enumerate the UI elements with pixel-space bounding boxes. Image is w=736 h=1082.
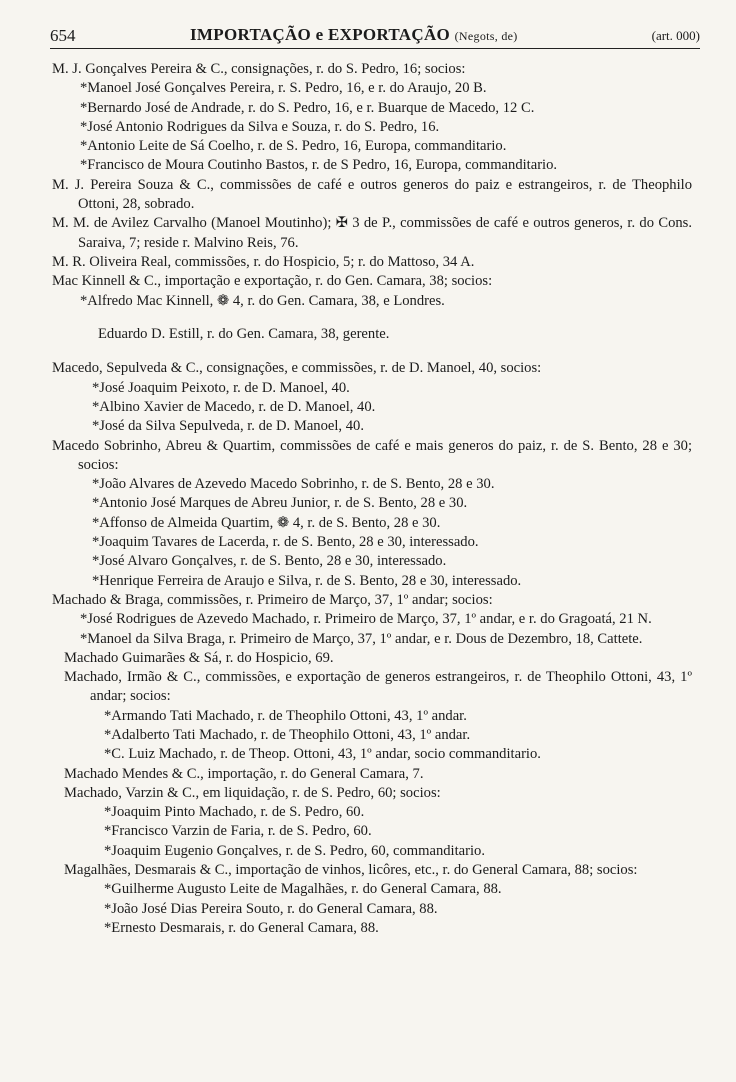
- partner-entry: *Ernesto Desmarais, r. do General Camara, 88.: [104, 919, 379, 936]
- partner-entry: *João Alvares de Azevedo Macedo Sobrinho, r. de S. Bento, 28 e 30.: [92, 476, 495, 493]
- partner-entry: *Albino Xavier de Macedo, r. de D. Manoel, 40.: [92, 398, 376, 415]
- partner-entry: *Alfredo Mac Kinnell, ❁ 4, r. do Gen. Camara, 38, e Londres.: [80, 292, 445, 309]
- title-subtitle: (Negots, de): [454, 29, 518, 43]
- partner-entry: *C. Luiz Machado, r. de Theop. Ottoni, 43, 1º andar, socio commanditario.: [104, 746, 541, 763]
- page-title: [190, 25, 518, 45]
- partner-entry: *Adalberto Tati Machado, r. de Theophilo Ottoni, 43, 1º andar.: [104, 726, 471, 743]
- firm-entry: Magalhães, Desmarais & C., importação de vinhos, licôres, etc., r. do General Camara, 88; socios:: [64, 862, 638, 879]
- partner-entry: *Joaquim Tavares de Lacerda, r. de S. Bento, 28 e 30, interessado.: [92, 534, 479, 551]
- partner-entry: *Affonso de Almeida Quartim, ❁ 4, r. de S. Bento, 28 e 30.: [92, 514, 441, 531]
- article-ref: (art. 000): [651, 28, 700, 43]
- partner-entry: *Guilherme Augusto Leite de Magalhães, r. do General Camara, 88.: [104, 881, 502, 898]
- staff-entry: Eduardo D. Estill, r. do Gen. Camara, 38, gerente.: [98, 326, 390, 343]
- firm-entry: Machado Mendes & C., importação, r. do General Camara, 7.: [64, 765, 424, 782]
- partner-entry: *Antonio José Marques de Abreu Junior, r. de S. Bento, 28 e 30.: [92, 495, 468, 512]
- page-number: 654: [50, 26, 76, 45]
- partner-entry: *José Alvaro Gonçalves, r. de S. Bento, 28 e 30, interessado.: [92, 553, 447, 570]
- page-header: [50, 24, 700, 49]
- partner-entry: *José Rodrigues de Azevedo Machado, r. Primeiro de Março, 37, 1º andar, e r. do Gragoatá, 21 N.: [80, 611, 652, 628]
- firm-entry: M. J. Gonçalves Pereira & C., consignações, r. do S. Pedro, 16; socios:: [52, 61, 466, 77]
- partner-entry: *Armando Tati Machado, r. de Theophilo Ottoni, 43, 1º andar.: [104, 707, 467, 724]
- firm-entry: M. R. Oliveira Real, commissões, r. do Hospicio, 5; r. do Mattoso, 34 A.: [52, 253, 475, 270]
- partner-entry: *Joaquim Pinto Machado, r. de S. Pedro, 60.: [104, 804, 365, 821]
- partner-entry: *José Joaquim Peixoto, r. de D. Manoel, 40.: [92, 379, 350, 396]
- firm-entry: M. J. Pereira Souza & C., commissões de café e outros generos do paiz e estrangeiros, r. de Theophilo Ottoni, 28, sobrado.: [52, 176, 692, 213]
- partner-entry: *Francisco Varzin de Faria, r. de S. Pedro, 60.: [104, 823, 372, 840]
- partner-entry: *Manoel da Silva Braga, r. Primeiro de Março, 37, 1º andar, e r. Dous de Dezembro, 18, Cattete.: [80, 630, 643, 647]
- partner-entry: *José Antonio Rodrigues da Silva e Souza, r. do S. Pedro, 16.: [80, 118, 440, 135]
- partner-entry: *Francisco de Moura Coutinho Bastos, r. de S Pedro, 16, Europa, commanditario.: [80, 157, 558, 174]
- firm-entry: Machado Guimarães & Sá, r. do Hospicio, 69.: [64, 649, 334, 666]
- partner-entry: *Bernardo José de Andrade, r. do S. Pedro, 16, e r. Buarque de Macedo, 12 C.: [80, 99, 535, 116]
- title-text: IMPORTAÇÃO e EXPORTAÇÃO: [190, 25, 451, 44]
- partner-entry: *José da Silva Sepulveda, r. de D. Manoel, 40.: [92, 418, 364, 435]
- partner-entry: *Joaquim Eugenio Gonçalves, r. de S. Pedro, 60, commanditario.: [104, 842, 485, 859]
- firm-entry: Machado, Varzin & C., em liquidação, r. de S. Pedro, 60; socios:: [64, 784, 441, 801]
- entries-list: [52, 60, 692, 938]
- partner-entry: *João José Dias Pereira Souto, r. do General Camara, 88.: [104, 900, 438, 917]
- partner-entry: *Manoel José Gonçalves Pereira, r. S. Pedro, 16, e r. do Araujo, 20 B.: [80, 80, 487, 97]
- firm-entry: M. M. de Avilez Carvalho (Manoel Moutinho); ✠ 3 de P., commissões de café e outros generos, r. do Cons. Saraiva, 7; reside r. Malvino Reis, 76.: [52, 215, 692, 251]
- firm-entry: Macedo Sobrinho, Abreu & Quartim, commissões de café e mais generos do paiz, r. de S. Bento, 28 e 30; socios:: [52, 437, 692, 473]
- firm-entry: Machado & Braga, commissões, r. Primeiro de Março, 37, 1º andar; socios:: [52, 591, 493, 608]
- firm-entry: Macedo, Sepulveda & C., consignações, e commissões, r. de D. Manoel, 40, socios:: [52, 360, 542, 377]
- partner-entry: *Antonio Leite de Sá Coelho, r. de S. Pedro, 16, Europa, commanditario.: [80, 138, 507, 155]
- firm-entry: Mac Kinnell & C., importação e exportação, r. do Gen. Camara, 38; socios:: [52, 273, 493, 290]
- partner-entry: *Henrique Ferreira de Araujo e Silva, r. de S. Bento, 28 e 30, interessado.: [92, 572, 522, 589]
- firm-entry: Machado, Irmão & C., commissões, e exportação de generos estrangeiros, r. de Theophilo Ottoni, 43, 1º andar; socios:: [64, 669, 692, 705]
